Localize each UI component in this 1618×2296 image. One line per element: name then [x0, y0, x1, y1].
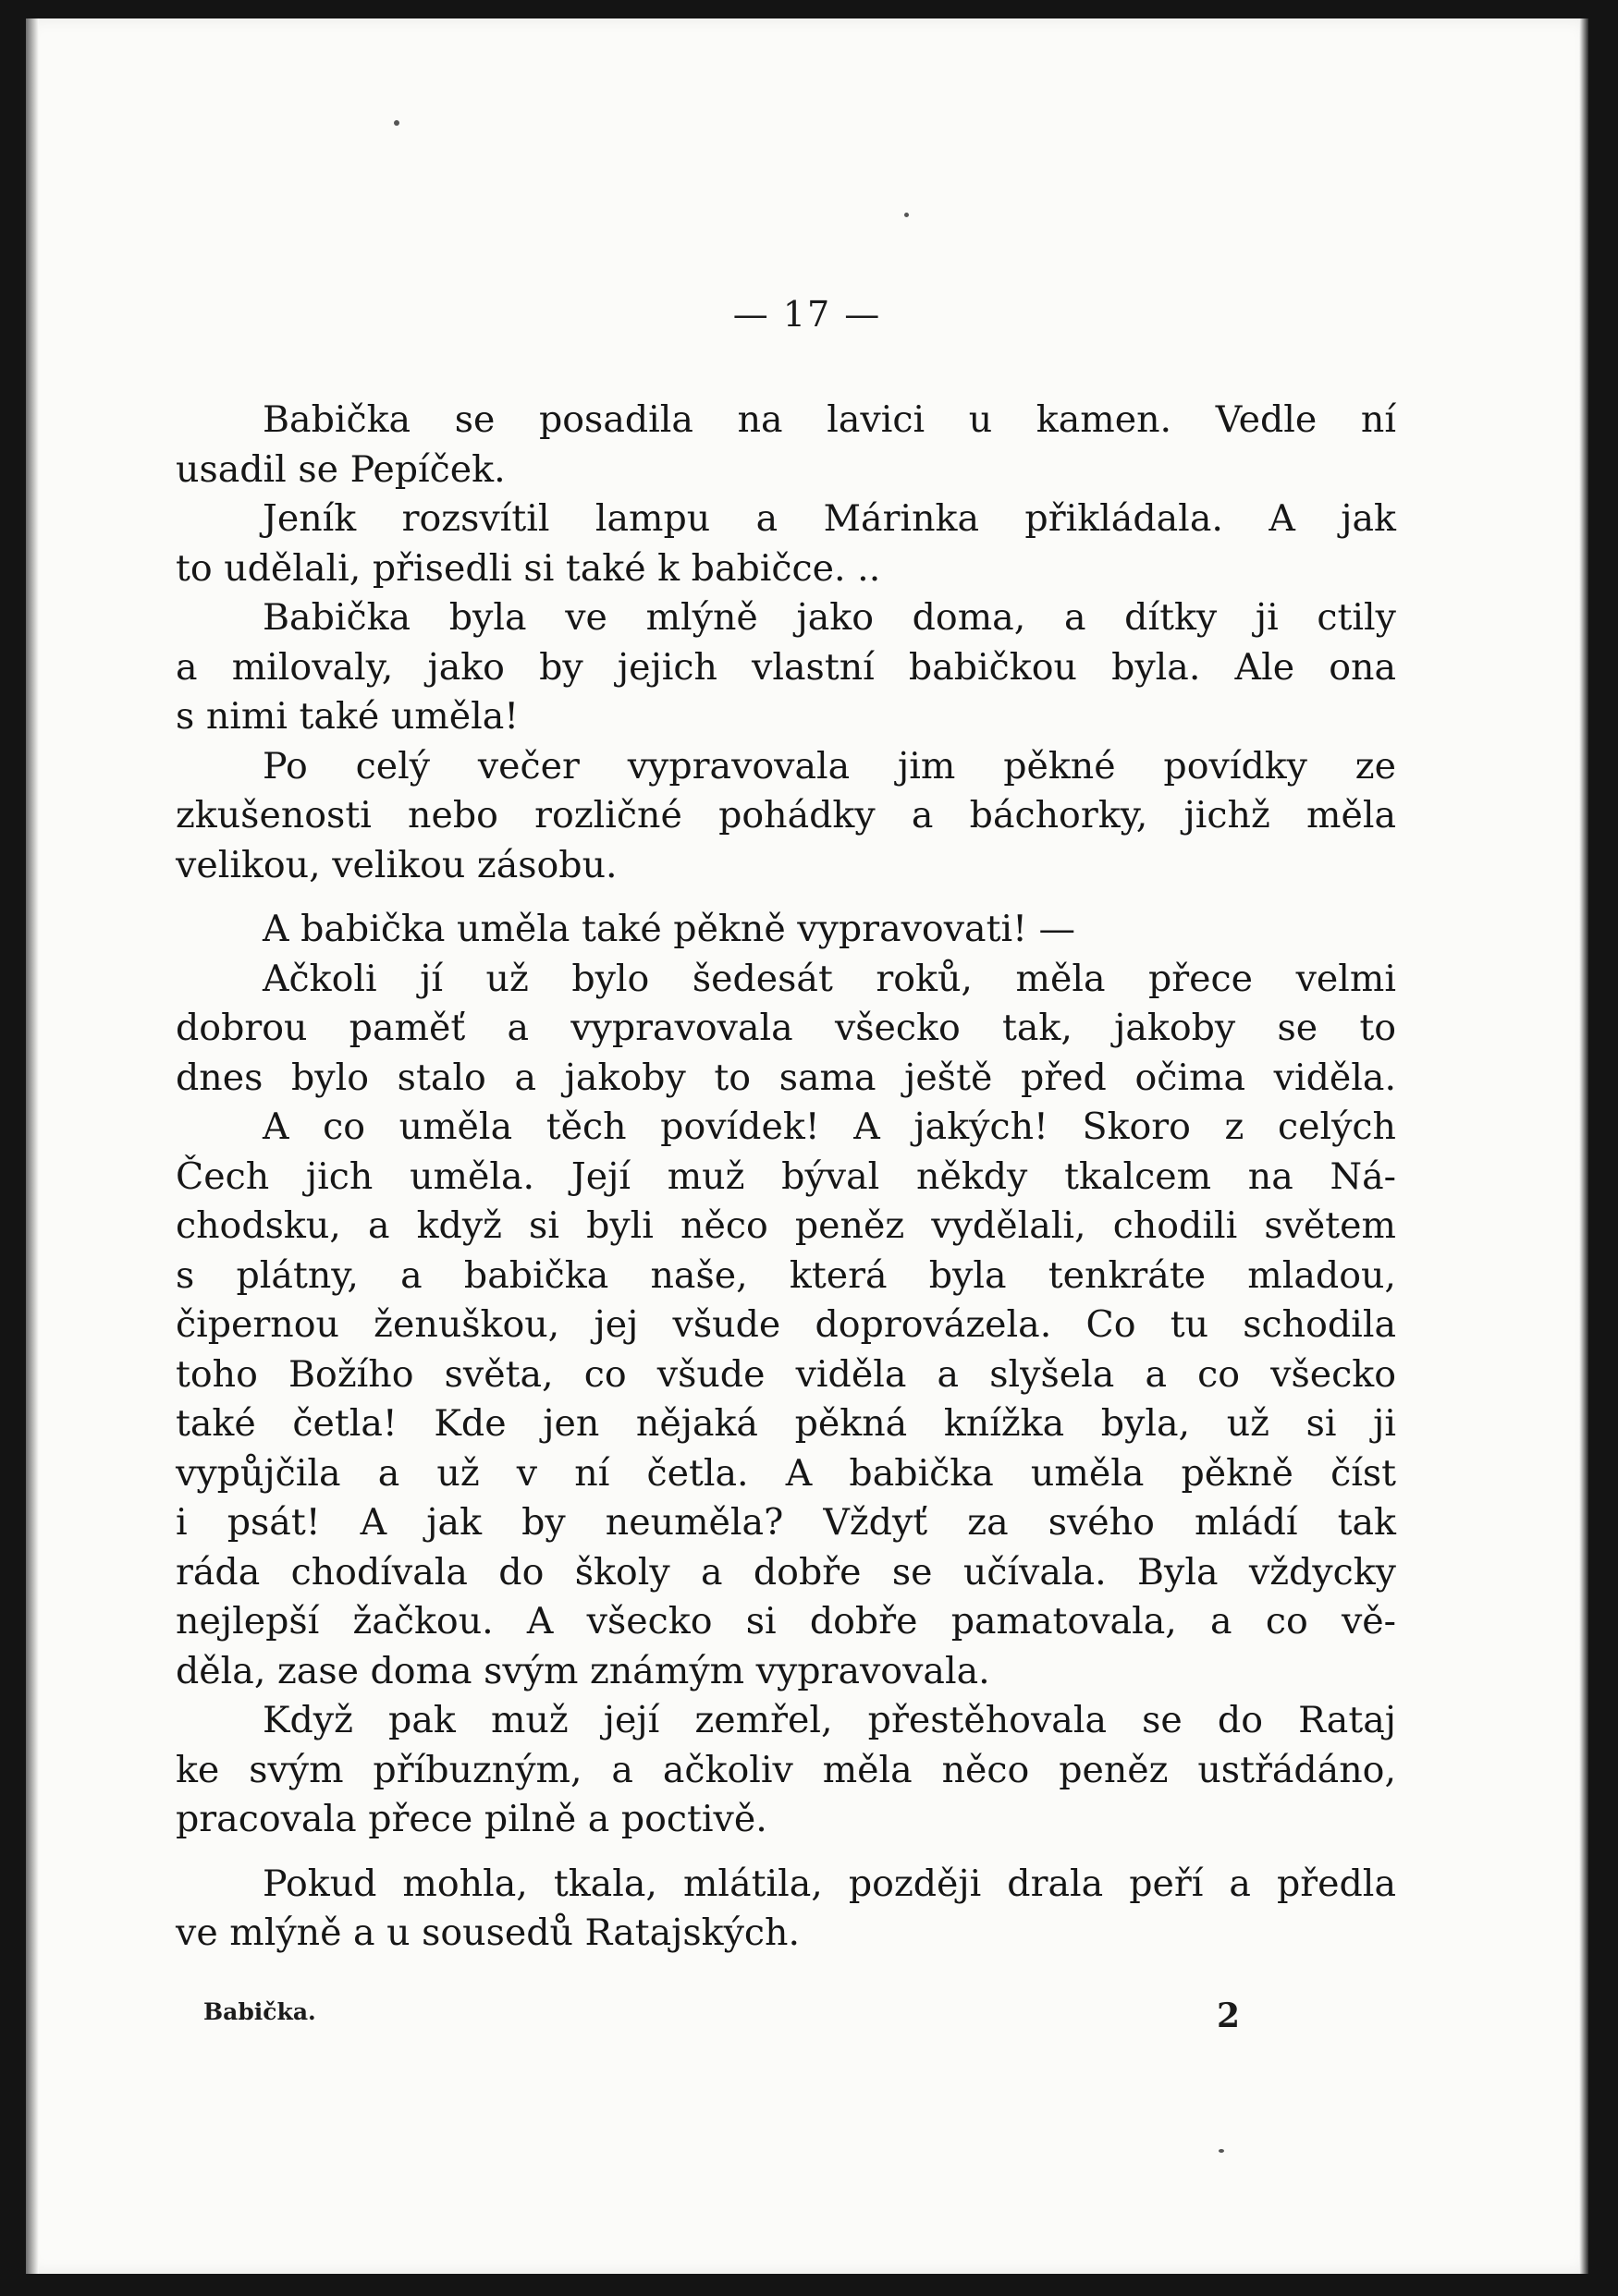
paragraph — [176, 1103, 1396, 1696]
text-line: dobrou paměť a vypravovala všecko tak, jakoby se to — [176, 1007, 1396, 1049]
text-line: nejlepší žačkou. A všecko si dobře pamatovala, a co vě- — [176, 1600, 1396, 1643]
text-line: Babička byla ve mlýně jako doma, a dítky ji ctily — [263, 596, 1396, 639]
text-line: dnes bylo stalo a jakoby to sama ještě před očima viděla. — [176, 1056, 1396, 1099]
text-line: děla, zase doma svým známým vypravovala. — [176, 1649, 990, 1692]
text-line: čipernou ženuškou, jej všude doprovázela. Co tu schodila — [176, 1303, 1396, 1346]
body-text — [176, 396, 1396, 1959]
paragraph — [176, 1696, 1396, 1845]
signature-number: 2 — [1217, 1997, 1241, 2035]
paragraph — [176, 905, 1396, 955]
paragraph — [176, 396, 1396, 495]
paragraph — [176, 495, 1396, 593]
text-line: A co uměla těch povídek! A jakých! Skoro z celých — [263, 1105, 1396, 1148]
text-line: to udělali, přisedli si také k babičce. .. — [176, 546, 881, 590]
text-line: Jeník rozsvítil lampu a Márinka přikládala. A jak — [263, 497, 1396, 540]
spine-shadow — [26, 18, 39, 2274]
paragraph — [176, 1860, 1396, 1959]
text-line: s nimi také uměla! — [176, 695, 520, 738]
page-number: — 17 — — [732, 294, 882, 335]
text-line: ke svým příbuzným, a ačkoliv měla něco peněz ustřádáno, — [176, 1748, 1396, 1791]
paragraph — [176, 593, 1396, 742]
text-line: Ačkoli jí už bylo šedesát roků, měla přece velmi — [263, 957, 1396, 1000]
page-edge — [1579, 18, 1588, 2274]
text-line: A babička uměla také pěkně vypravovati! — — [263, 908, 1076, 950]
text-line: také četla! Kde jen nějaká pěkná knížka byla, už si ji — [176, 1402, 1396, 1445]
signature-title: Babička. — [203, 1998, 316, 2025]
text-line: toho Božího světa, co všude viděla a slyšela a co všecko — [176, 1352, 1396, 1396]
text-line: Čech jich uměla. Její muž býval někdy tkalcem na Ná- — [176, 1154, 1396, 1198]
paragraph — [176, 955, 1396, 1104]
text-line: i psát! A jak by neuměla? Vždyť za svého mládí tak — [176, 1501, 1396, 1544]
text-line: vypůjčila a už v ní četla. A babička uměla pěkně číst — [176, 1451, 1396, 1495]
text-line: zkušenosti nebo rozličné pohádky a báchorky, jichž měla — [176, 794, 1396, 837]
text-line: ráda chodívala do školy a dobře se učívala. Byla vždycky — [176, 1550, 1396, 1594]
text-line: usadil se Pepíček. — [176, 447, 506, 491]
book-page — [26, 18, 1588, 2274]
paper-speck — [904, 213, 909, 217]
text-line: ve mlýně a u sousedů Ratajských. — [176, 1911, 801, 1954]
text-line: Po celý večer vypravovala jim pěkné povídky ze — [263, 744, 1396, 788]
paragraph — [176, 742, 1396, 891]
text-line: pracovala přece pilně a poctivě. — [176, 1798, 767, 1840]
text-line: s plátny, a babička naše, která byla tenkráte mladou, — [176, 1253, 1396, 1297]
text-line: velikou, velikou zásobu. — [176, 843, 618, 886]
text-line: Pokud mohla, tkala, mlátila, později drala peří a předla — [263, 1862, 1396, 1905]
text-line: a milovaly, jako by jejich vlastní babičkou byla. Ale ona — [176, 645, 1396, 689]
paper-speck — [394, 120, 399, 126]
paper-speck — [1219, 2149, 1224, 2153]
text-line: chodsku, a když si byli něco peněz vydělali, chodili světem — [176, 1204, 1396, 1247]
text-line: Když pak muž její zemřel, přestěhovala se do Rataj — [263, 1699, 1396, 1741]
text-line: Babička se posadila na lavici u kamen. Vedle ní — [263, 398, 1396, 441]
